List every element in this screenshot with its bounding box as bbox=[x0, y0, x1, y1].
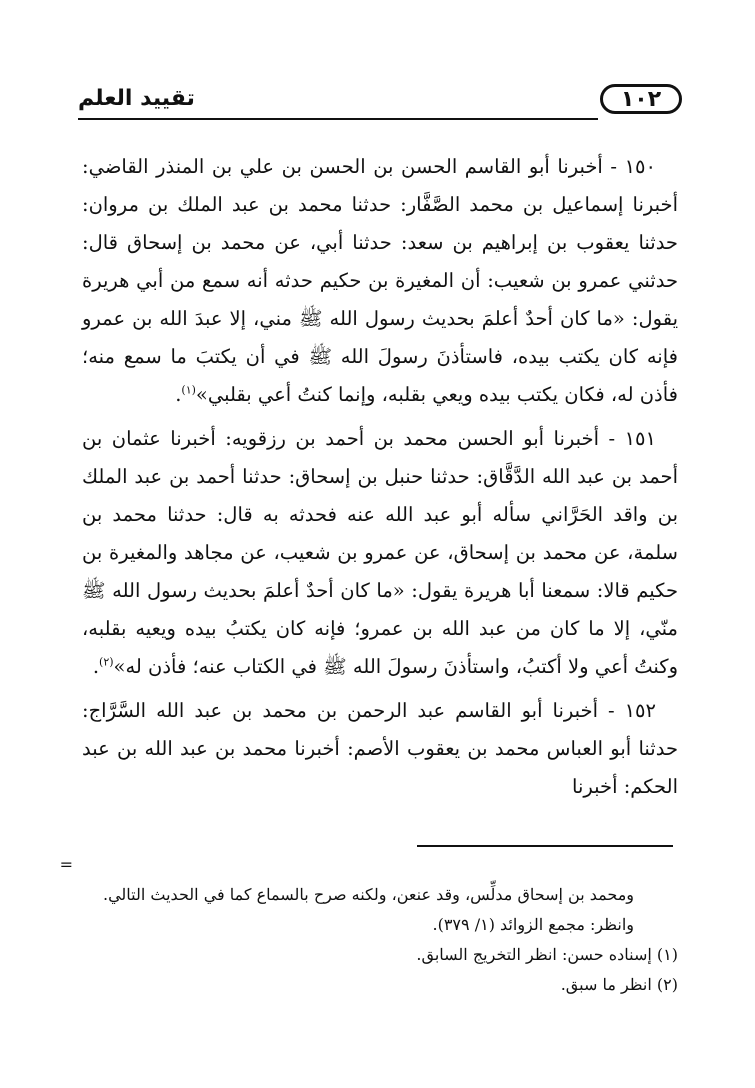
paragraph-text: ١٥١ - أخبرنا أبو الحسن محمد بن أحمد بن رزقويه: أخبرنا عثمان بن أحمد بن عبد الله الدَّقَّاق: حدثنا حنبل بن إسحاق: حدثنا أحمد بن عبد الملك بن واقد الحَرَّاني سأله أبو عبد الله عنه فحدثه به قال: حدثنا محمد بن سلمة، عن محمد بن إسحاق، عن عمرو بن شعيب، عن مجاهد والمغيرة بن حكيم قالا: سمعنا أبا هريرة يقول: «ما كان أحدٌ أعلمَ بحديث رسول الله ﷺ منّي، إلا ما كان من عبد الله بن عمرو؛ فإنه كان يكتبُ بيده ويعيه بقلبه، وكنتُ أعي ولا أكتبُ، واستأذنَ رسولَ الله ﷺ في الكتاب عنه؛ فأذن له» bbox=[82, 427, 678, 678]
page-number: ١٠٢ bbox=[600, 84, 682, 114]
footnote-continuation-mark: = bbox=[59, 855, 73, 874]
footnote-1: (١) إسناده حسن: انظر التخريج السابق. bbox=[416, 945, 678, 964]
footnotes bbox=[82, 880, 678, 1000]
body-text bbox=[82, 148, 678, 812]
paragraph-text: ١٥٠ - أخبرنا أبو القاسم الحسن بن الحسن بن علي بن المنذر القاضي: أخبرنا إسماعيل بن محمد الصَّفَّار: حدثنا محمد بن عبد الملك بن مروان: حدثنا يعقوب بن إبراهيم بن سعد: حدثنا أبي، عن محمد بن إسحاق قال: حدثني عمرو بن شعيب: أن المغيرة بن حكيم حدثه أنه سمع من أبي هريرة يقول: «ما كان أحدٌ أعلمَ بحديث رسول الله ﷺ مني، إلا عبدَ الله بن عمرو فإنه كان يكتب بيده، فاستأذنَ رسولَ الله ﷺ في أن يكتبَ ما سمع منه؛ فأذن له، فكان يكتب بيده ويعي بقلبه، وإنما كنتُ أعي بقلبي» bbox=[82, 155, 678, 406]
paragraph-150: ١٥٠ - أخبرنا أبو القاسم الحسن بن الحسن بن علي بن المنذر القاضي: أخبرنا إسماعيل بن محمد الصَّفَّار: حدثنا محمد بن عبد الملك بن مروان: حدثنا يعقوب بن إبراهيم بن سعد: حدثنا أبي، عن محمد بن إسحاق قال: حدثني عمرو بن شعيب: أن المغيرة بن حكيم حدثه أنه سمع من أبي هريرة يقول: «ما كان أحدٌ أعلمَ بحديث رسول الله ﷺ مني، إلا عبدَ الله بن عمرو فإنه كان يكتب بيده، فاستأذنَ رسولَ الله ﷺ في أن يكتبَ ما سمع منه؛ فأذن له، فكان يكتب بيده ويعي بقلبه، وإنما كنتُ أعي بقلبي»$^{(١)}$. bbox=[82, 155, 678, 406]
running-title: تقييد العلم bbox=[78, 86, 195, 111]
footnote-ref: (١) bbox=[181, 383, 196, 397]
paragraph-152 bbox=[82, 692, 678, 806]
header-rule bbox=[78, 118, 598, 120]
footnote-ref: (٢) bbox=[99, 655, 114, 669]
paragraph-text: ١٥٢ - أخبرنا أبو القاسم عبد الرحمن بن محمد بن عبد الله السَّرَّاج: حدثنا أبو العباس محمد بن يعقوب الأصم: أخبرنا محمد بن عبد الله بن عبد الحكم: أخبرنا bbox=[82, 699, 678, 798]
footnote-continued-line: ومحمد بن إسحاق مدلِّس، وقد عنعن، ولكنه صرح بالسماع كما في الحديث التالي. bbox=[102, 885, 634, 904]
footnote-separator bbox=[417, 845, 673, 847]
paragraph-151: ١٥١ - أخبرنا أبو الحسن محمد بن أحمد بن رزقويه: أخبرنا عثمان بن أحمد بن عبد الله الدَّقَّاق: حدثنا حنبل بن إسحاق: حدثنا أحمد بن عبد الملك بن واقد الحَرَّاني سأله أبو عبد الله عنه فحدثه به قال: حدثنا محمد بن سلمة، عن محمد بن إسحاق، عن عمرو بن شعيب، عن مجاهد والمغيرة بن حكيم قالا: سمعنا أبا هريرة يقول: «ما كان أحدٌ أعلمَ بحديث رسول الله ﷺ منّي، إلا ما كان من عبد الله بن عمرو؛ فإنه كان يكتبُ بيده ويعيه بقلبه، وكنتُ أعي ولا أكتبُ، واستأذنَ رسولَ الله ﷺ في الكتاب عنه؛ فأذن له»$^{(٢)}$. bbox=[82, 427, 678, 678]
footnote-continued-line: وانظر: مجمع الزوائد (١/ ٣٧٩). bbox=[432, 915, 634, 934]
footnote-2: (٢) انظر ما سبق. bbox=[560, 975, 678, 994]
page-header bbox=[78, 80, 682, 120]
